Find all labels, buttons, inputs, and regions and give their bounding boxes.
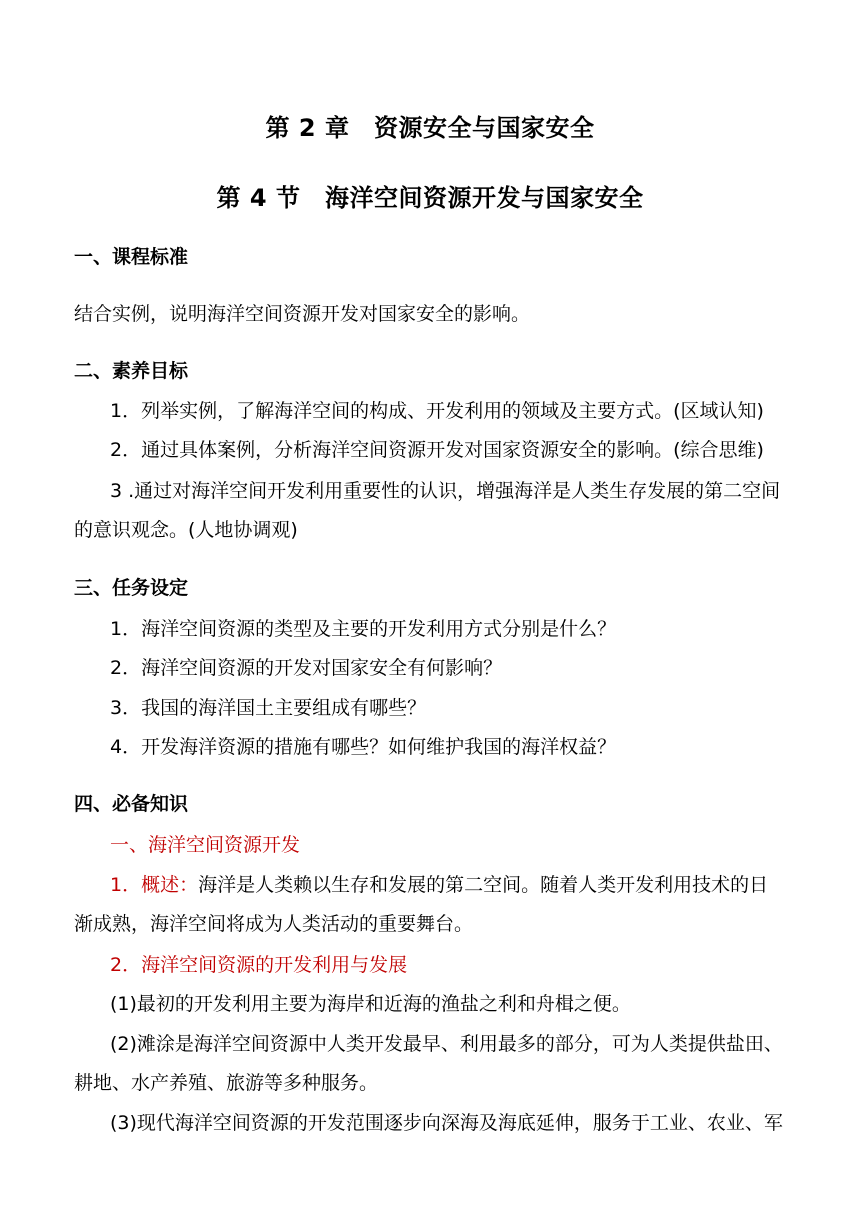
chapter-title: 第 2 章 资源安全与国家安全 [265,114,595,142]
overview-label: 1．概述： [110,874,199,896]
development-heading: 2．海洋空间资源的开发利用与发展 [110,954,408,976]
goal-item-2: 2．通过具体案例，分析海洋空间资源开发对国家资源安全的影响。(综合思维) [110,439,764,461]
development-item-1: (1)最初的开发利用主要为海岸和近海的渔盐之利和舟楫之便。 [110,993,631,1015]
curriculum-text: 结合实例，说明海洋空间资源开发对国家安全的影响。 [74,303,531,325]
section-heading-goals: 二、素养目标 [74,360,189,382]
goal-item-3-line-2: 的意识观念。(人地协调观) [74,519,298,541]
task-item-2: 2．海洋空间资源的开发对国家安全有何影响？ [110,657,503,679]
section-heading-knowledge: 四、必备知识 [74,793,189,815]
task-item-4: 4．开发海洋资源的措施有哪些？如何维护我国的海洋权益？ [110,736,617,758]
development-item-3-line-1: (3)现代海洋空间资源的开发范围逐步向深海及海底延伸，服务于工业、农业、军 [110,1112,783,1134]
knowledge-subheading: 一、海洋空间资源开发 [110,834,301,856]
task-item-1: 1．海洋空间资源的类型及主要的开发利用方式分别是什么？ [110,618,617,640]
development-item-2-line-2: 耕地、水产养殖、旅游等多种服务。 [74,1072,379,1094]
section-heading-curriculum: 一、课程标准 [74,246,189,268]
overview-text: 海洋是人类赖以生存和发展的第二空间。随着人类开发利用技术的日 [198,874,769,896]
section-title: 第 4 节 海洋空间资源开发与国家安全 [216,184,644,212]
goal-item-3-line-1: 3 .通过对海洋空间开发利用重要性的认识，增强海洋是人类生存发展的第二空间 [110,480,781,502]
overview-line-2: 渐成熟，海洋空间将成为人类活动的重要舞台。 [74,913,474,935]
overview-line-1 [110,873,860,897]
development-item-2-line-1: (2)滩涂是海洋空间资源中人类开发最早、利用最多的部分，可为人类提供盐田、 [110,1033,783,1055]
section-heading-tasks: 三、任务设定 [74,577,189,599]
goal-item-1: 1．列举实例，了解海洋空间的构成、开发利用的领域及主要方式。(区域认知) [110,400,764,422]
task-item-3: 3．我国的海洋国土主要组成有哪些？ [110,697,427,719]
